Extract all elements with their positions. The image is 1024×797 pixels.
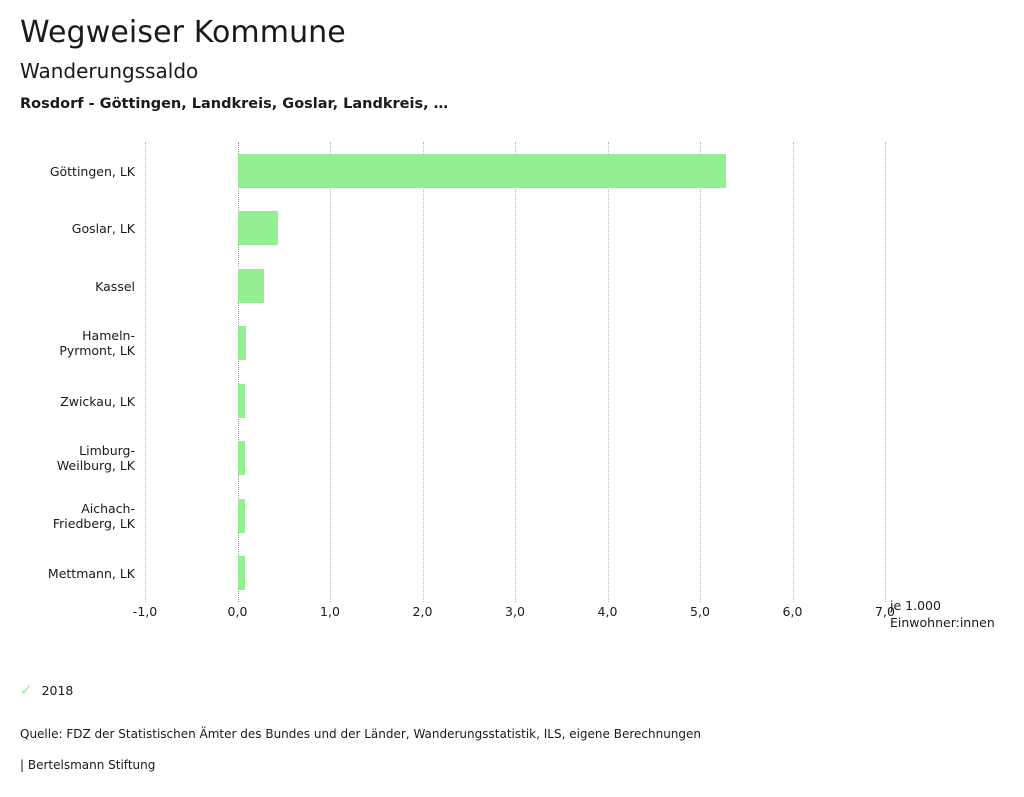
check-icon: ✓ (20, 681, 33, 699)
category-label: Zwickau, LK (60, 393, 135, 409)
category-label: Mettmann, LK (47, 566, 135, 582)
axis-tick-label: 3,0 (505, 604, 525, 619)
bar[interactable] (238, 211, 279, 245)
gridline (423, 142, 424, 602)
axis-tick-label: 2,0 (412, 604, 433, 619)
axis-tick-label: 1,0 (320, 604, 340, 619)
gridline (700, 142, 701, 602)
axis-tick-label: 7,0 (875, 604, 895, 619)
gridline (885, 142, 886, 602)
category-label: Aichach- Friedberg, LK (52, 500, 135, 531)
axis-unit-line-1: je 1.000 (890, 598, 941, 613)
gridline (515, 142, 516, 602)
bar[interactable] (238, 441, 245, 475)
bar[interactable] (238, 499, 245, 533)
bar[interactable] (238, 269, 265, 303)
gridline (330, 142, 331, 602)
chart-title: Wanderungssaldo (20, 59, 199, 83)
category-axis-labels (0, 142, 135, 602)
category-label: Goslar, LK (71, 221, 135, 237)
gridline (793, 142, 794, 602)
value-axis (132, 604, 895, 626)
chart-area (0, 142, 1024, 642)
axis-unit-line-2: Einwohner:innen (890, 615, 995, 630)
bar[interactable] (238, 154, 726, 188)
bar[interactable] (238, 326, 246, 360)
bar[interactable] (238, 556, 245, 590)
axis-tick-label: 6,0 (782, 604, 803, 619)
axis-tick-label: -1,0 (132, 604, 158, 619)
plot-region (145, 142, 1024, 602)
category-label: Hameln- Pyrmont, LK (59, 328, 135, 359)
source-note: Quelle: FDZ der Statistischen Ämter des Bundes und der Länder, Wanderungsstatistik, ILS, eigene Berechnungen (20, 727, 702, 741)
plot-inner (145, 142, 885, 602)
legend-item-label: 2018 (41, 683, 74, 698)
axis-tick-label: 4,0 (597, 604, 618, 619)
axis-tick-label: 5,0 (690, 604, 710, 619)
gridline (145, 142, 146, 602)
page-title: Wegweiser Kommune (20, 15, 346, 50)
gridline (608, 142, 609, 602)
region-subtitle: Rosdorf - Göttingen, Landkreis, Goslar, Landkreis, … (20, 96, 449, 112)
axis-unit-label (890, 597, 1010, 631)
chart-legend[interactable] (20, 683, 73, 698)
chart-header (0, 0, 1024, 114)
category-label: Kassel (95, 278, 135, 294)
category-label: Göttingen, LK (49, 163, 135, 179)
bar[interactable] (238, 384, 245, 418)
publisher-note: | Bertelsmann Stiftung (20, 758, 156, 772)
category-label: Limburg- Weilburg, LK (56, 443, 135, 474)
axis-tick-label: 0,0 (227, 604, 248, 619)
